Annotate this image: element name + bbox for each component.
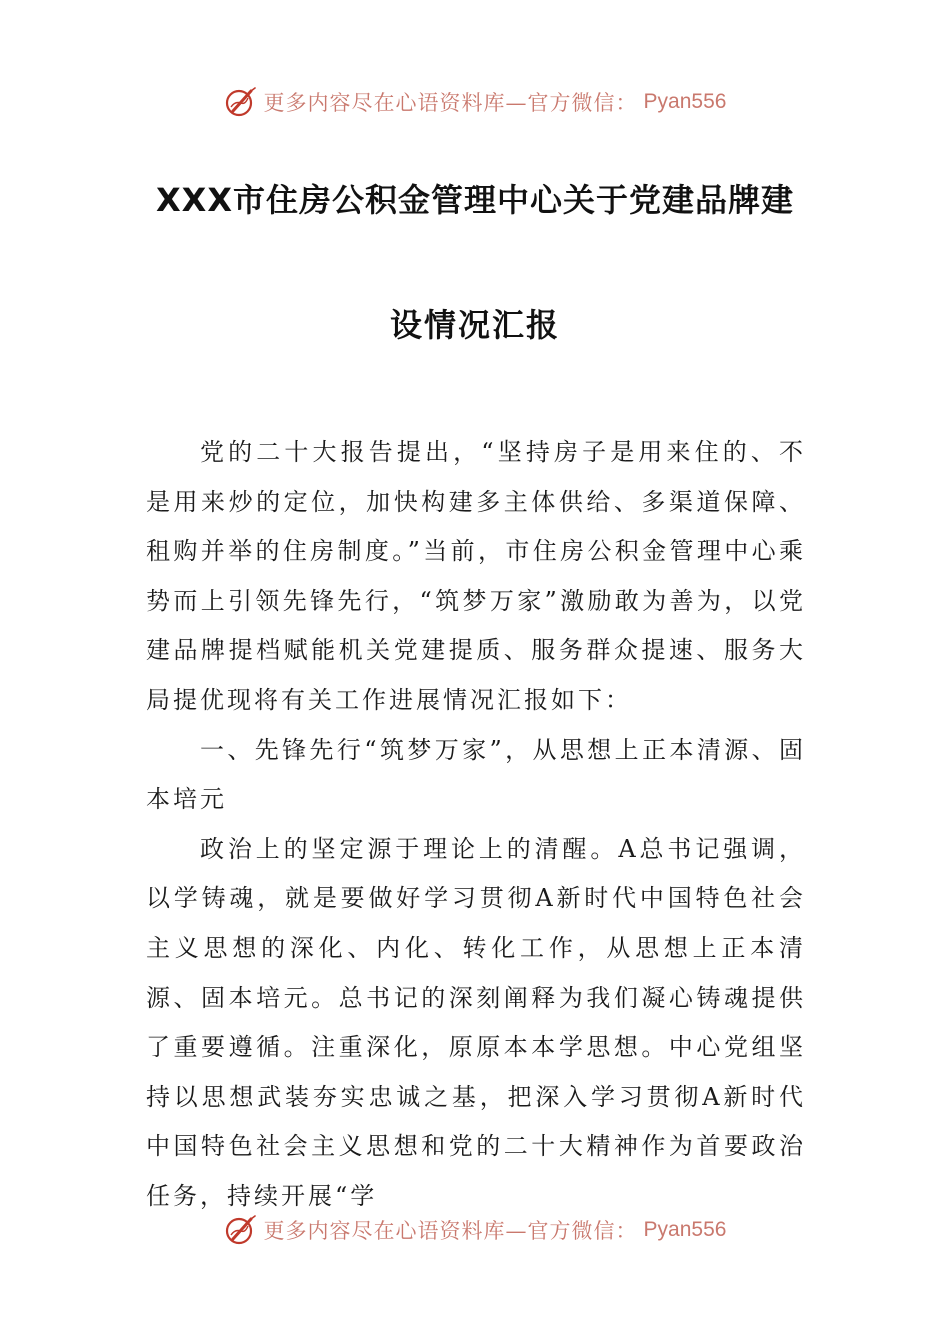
watermark-text: 更多内容尽在心语资料库—官方微信：: [263, 91, 638, 115]
watermark-banner-top: [0, 82, 950, 122]
watermark-id: Pyan556: [643, 90, 727, 113]
document-body: [146, 428, 806, 1222]
watermark-id: Pyan556: [643, 1218, 727, 1241]
section-heading: 一、先锋先行“筑梦万家”，从思想上正本清源、固本培元: [146, 735, 806, 814]
pen-logo-icon: [224, 85, 258, 119]
body-paragraph: 政治上的坚定源于理论上的清醒。A总书记强调，以学铸魂，就是要做好学习贯彻A新时代中国特色社会主义思想的深化、内化、转化工作，从思想上正本清源、固本培元。总书记的深刻阐释为我们凝心铸魂提供了重要遵循。注重深化，原原本本学思想。中心党组坚持以思想武装夯实忠诚之基，把深入学习贯彻A新时代中国特色社会主义思想和党的二十大精神作为首要政治任务，持续开展“学: [146, 834, 806, 1210]
watermark-text: 更多内容尽在心语资料库—官方微信：: [263, 1219, 638, 1243]
document-title-line2: 设情况汇报: [389, 306, 560, 344]
watermark-banner-bottom: [0, 1210, 950, 1250]
document-title-line1: XXX市住房公积金管理中心关于党建品牌建: [155, 181, 795, 219]
pen-logo-icon: [224, 1213, 258, 1247]
body-paragraph: 党的二十大报告提出，“坚持房子是用来住的、不是用来炒的定位，加快构建多主体供给、多渠道保障、租购并举的住房制度。”当前，市住房公积金管理中心乘势而上引领先锋先行，“筑梦万家”激励敢为善为，以党建品牌提档赋能机关党建提质、服务群众提速、服务大局提优现将有关工作进展情况汇报如下：: [146, 438, 806, 714]
